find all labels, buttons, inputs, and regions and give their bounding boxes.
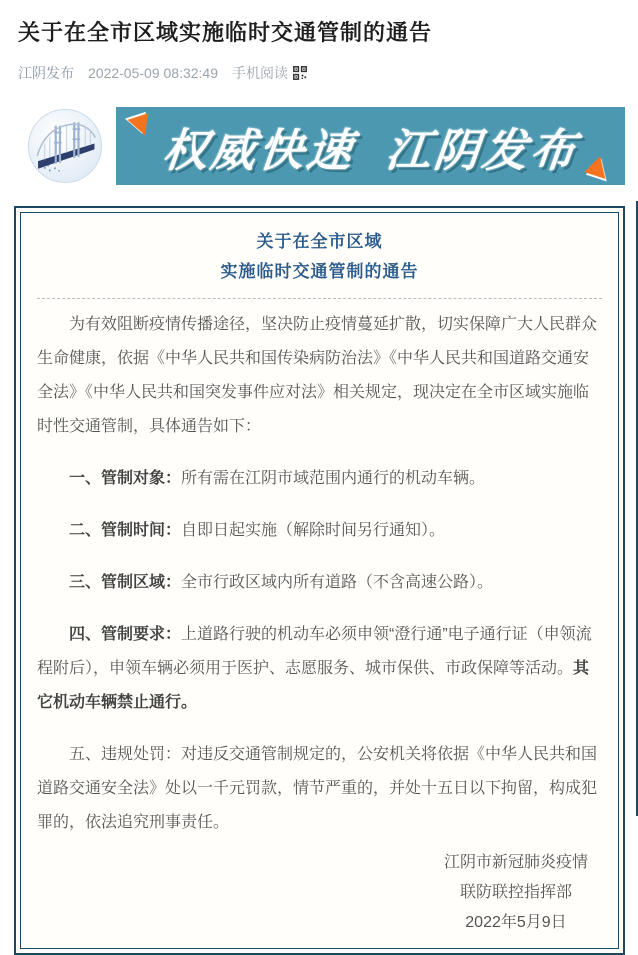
- bridge-logo-icon: [28, 109, 102, 183]
- signature-org-line2: 联防联控指挥部: [459, 884, 572, 901]
- mobile-read-label: 手机阅读: [232, 65, 288, 81]
- notice-heading-line2: 实施临时交通管制的通告: [220, 262, 419, 281]
- item-text: 全市行政区域内所有道路（不含高速公路）。: [181, 574, 494, 591]
- publish-datetime: 2022-05-09 08:32:49: [88, 65, 218, 81]
- article-page: [0, 16, 638, 931]
- notice-item-2: [37, 514, 602, 548]
- item-text: 所有需在江阴市域范围内通行的机动车辆。: [181, 470, 486, 487]
- signature-org-line1: 江阴市新冠肺炎疫情: [443, 854, 588, 871]
- item-text: 对违反交通管制规定的，公安机关将依据《中华人民共和国道路交通安全法》处以一千元罚款，情节严重的，并处十五日以下拘留，构成犯罪的，依法追究刑事责任。: [37, 746, 598, 831]
- brand-banner: [28, 107, 638, 185]
- dashed-divider: [37, 298, 602, 299]
- notice-item-3: [37, 566, 602, 600]
- notice-intro: 为有效阻断疫情传播途径，坚决防止疫情蔓延扩散，切实保障广大人民群众生命健康，依据《中华人民共和国传染病防治法》《中华人民共和国道路交通安全法》《中华人民共和国突发事件应对法》相关规定，现决定在全市区域实施临时性交通管制，具体通告如下：: [37, 316, 598, 435]
- notice-heading-line1: 关于在全市区域: [256, 232, 383, 251]
- orange-triangle-icon: [584, 153, 611, 179]
- signature-date: 2022年5月9日: [465, 914, 567, 931]
- signature-block: [444, 848, 588, 938]
- item-label: 五、违规处罚：: [69, 746, 182, 763]
- item-text: 上道路行驶的机动车必须申领“澄行通”电子通行证（申领流程附后），申领车辆必须用于医护、志愿服务、城市保供、市政保障等活动。: [37, 626, 592, 677]
- orange-triangle-icon: [127, 113, 154, 139]
- notice-item-5: [37, 738, 602, 840]
- item-label: 二、管制时间：: [69, 522, 182, 539]
- item-bold-suffix: 其它机动车辆禁止通行。: [37, 660, 590, 711]
- mobile-read-toggle[interactable]: [232, 63, 307, 83]
- article-meta: [18, 63, 618, 83]
- page-title: 关于在全市区域实施临时交通管制的通告: [18, 20, 433, 45]
- notice-item-1: [37, 462, 602, 496]
- source-name: 江阴发布: [18, 65, 74, 81]
- notice-item-4: [37, 618, 602, 720]
- item-text: 自即日起实施（解除时间另行通知）。: [181, 522, 446, 539]
- item-label: 三、管制区域：: [69, 574, 182, 591]
- banner-slogan-box: [116, 107, 625, 185]
- notice-box: [14, 206, 625, 955]
- qr-code-icon: [293, 66, 307, 80]
- notice-heading: [37, 227, 602, 287]
- item-label: 一、管制对象：: [69, 470, 182, 487]
- item-label: 四、管制要求：: [69, 626, 182, 643]
- notice-inner-frame: [20, 212, 619, 949]
- banner-slogan: 权威快速 江阴发布: [159, 124, 581, 176]
